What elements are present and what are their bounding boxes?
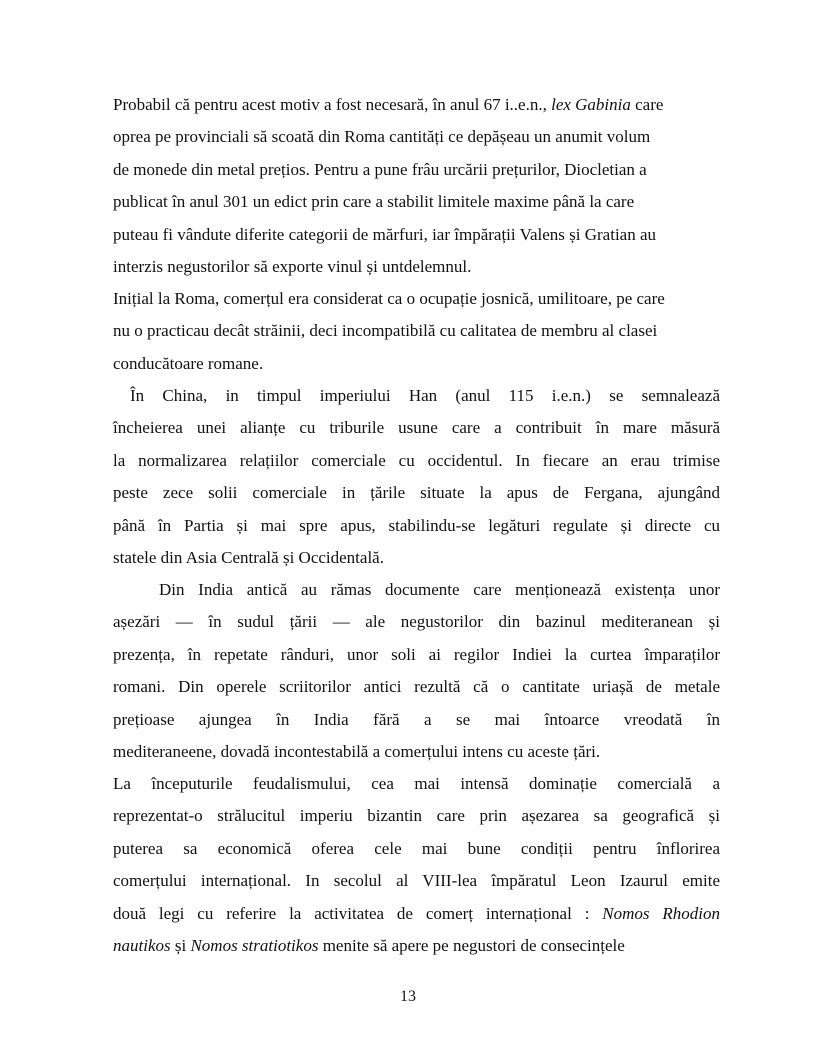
text-line (113, 154, 720, 186)
text-run: încheierea unei alianțe cu triburile usune care a contribuit în mare măsură (113, 418, 720, 438)
text-run: reprezentat-o strălucitul imperiu bizantin care prin așezarea sa geografică și (113, 806, 720, 826)
text-run: peste zece solii comerciale in țările situate la apus de Fergana, ajungând (113, 483, 720, 503)
paragraph-roma-comert (113, 283, 720, 380)
text-run: conducătoare romane. (113, 353, 264, 373)
text-run: care (630, 95, 664, 114)
text-line (113, 639, 720, 671)
text-run: La începuturile feudalismului, cea mai intensă dominație comercială a (113, 774, 720, 793)
text-line (113, 833, 720, 865)
italic-term: lex Gabinia (551, 95, 631, 114)
text-line (113, 671, 720, 703)
text-run: de monede din metal prețios. Pentru a pune frâu urcării prețurilor, Diocletian a (113, 159, 647, 179)
text-line (113, 251, 720, 283)
text-run: puteau fi vândute diferite categorii de mărfuri, iar împărații Valens și Gratian au (113, 224, 657, 244)
text-line (113, 930, 720, 962)
text-line (113, 380, 720, 412)
text-line (113, 121, 720, 153)
text-line (113, 315, 720, 347)
text-line (113, 800, 720, 832)
text-line (113, 89, 720, 121)
text-line (113, 606, 720, 638)
text-run: prezența, în repetate rânduri, unor soli ai regilor Indiei la curtea împaraților (113, 644, 720, 664)
italic-term: Nomos stratiotikos (190, 936, 319, 956)
text-run: În China, in timpul imperiului Han (anul 115 i.e.n.) se semnalează (130, 386, 720, 405)
text-line (113, 477, 720, 509)
text-run: Din India antică au rămas documente care menționează existența unor (159, 580, 720, 599)
text-run: două legi cu referire la activitatea de comerț internațional : (113, 903, 603, 923)
text-line (113, 348, 720, 380)
text-run: prețioase ajungea în India fără a se mai întoarce vreodată în (113, 709, 720, 729)
text-run: și (170, 936, 191, 956)
paragraph-china-han (113, 380, 720, 574)
text-run: oprea pe provinciali să scoată din Roma cantități ce depășeau un anumit volum (113, 127, 651, 147)
text-line (113, 574, 720, 606)
text-run: romani. Din operele scriitorilor antici rezultă că o cantitate uriașă de metale (113, 677, 720, 697)
text-run: interzis negustorilor să exporte vinul și untdelemnul. (113, 257, 472, 277)
text-run: comerțului internațional. In secolul al VIII-lea împăratul Leon Izaurul emite (113, 871, 720, 891)
text-run: publicat în anul 301 un edict prin care a stabilit limitele maxime până la care (113, 192, 635, 212)
text-run: menite să apere pe negustori de consecințele (318, 936, 625, 956)
text-run: statele din Asia Centrală și Occidentală. (113, 548, 384, 568)
paragraph-imperiu-bizantin (113, 768, 720, 962)
text-line (113, 412, 720, 444)
italic-term: Nomos Rhodion (602, 903, 721, 923)
text-line (113, 736, 720, 768)
text-run: mediteraneene, dovadă incontestabilă a comerțului intens cu aceste țări. (113, 742, 601, 762)
text-run: la normalizarea relațiilor comerciale cu occidentul. In fiecare an erau trimise (113, 450, 720, 470)
text-run: Inițial la Roma, comerțul era considerat ca o ocupație josnică, umilitoare, pe care (113, 289, 665, 308)
text-line (113, 865, 720, 897)
text-line (113, 186, 720, 218)
text-line (113, 898, 720, 930)
text-line (113, 510, 720, 542)
text-run: puterea sa economică oferea cele mai bune condiții pentru înflorirea (113, 838, 720, 858)
text-line (113, 768, 720, 800)
text-line (113, 283, 720, 315)
text-line (113, 542, 720, 574)
text-run: așezări — în sudul țării — ale negustorilor din bazinul mediteranean și (113, 612, 720, 632)
text-line (113, 445, 720, 477)
italic-term: nautikos (113, 936, 171, 956)
text-run: Probabil că pentru acest motiv a fost necesară, în anul 67 i..e.n., (113, 95, 552, 114)
text-run: nu o practicau decât străinii, deci incompatibilă cu calitatea de membru al clasei (113, 321, 658, 341)
text-line (113, 704, 720, 736)
paragraph-lex-gabinia (113, 89, 720, 283)
text-line (113, 219, 720, 251)
page-number: 13 (400, 988, 416, 1005)
paragraph-india-antica (113, 574, 720, 768)
text-run: până în Partia și mai spre apus, stabilindu-se legături regulate și directe cu (113, 515, 720, 535)
